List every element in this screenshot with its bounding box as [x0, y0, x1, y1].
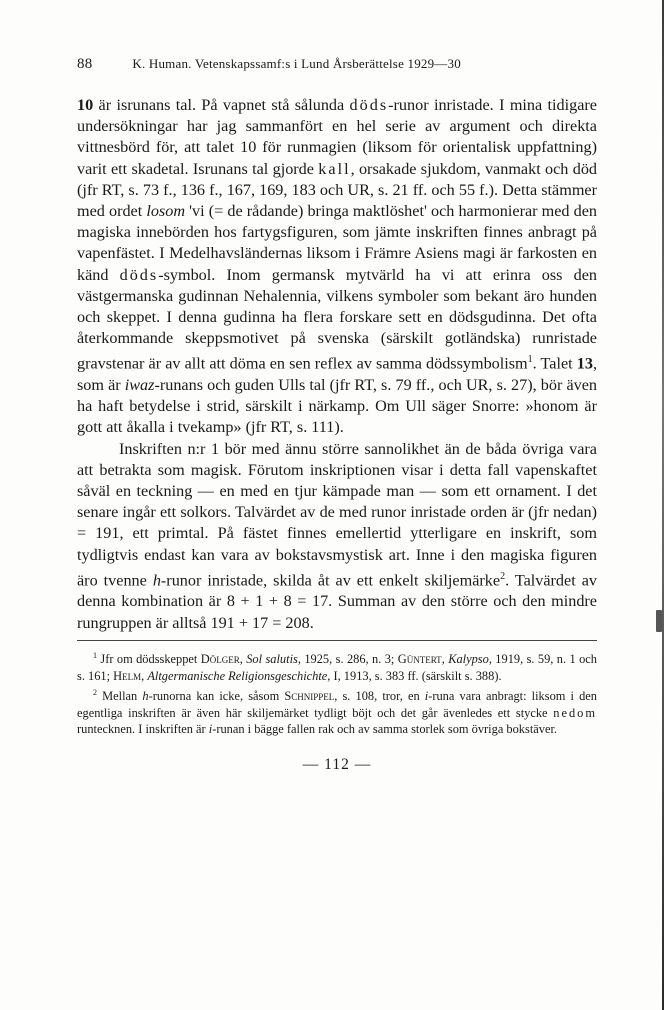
footnote-rule — [77, 640, 597, 641]
document-page — [77, 56, 597, 774]
page-edge-mark — [656, 610, 662, 632]
running-header — [77, 56, 597, 73]
number-13: 13 — [576, 354, 593, 373]
number-10: 10 — [77, 96, 94, 114]
page-footer-marker: — 112 — — [302, 756, 372, 774]
page-number: 88 — [77, 56, 93, 72]
footnote-2: $^2$ Mellan h-runorna kan icke, såsom Schnippel, s. 108, tror, en i-runa vara anbragt: liksom i den egentliga inskriften är även här skiljemärket tydligt böjt och det går ävenledes ett stycke nedom runtecknen. I inskriften är i-runan i bägge fallen rak och av samma storlek som övriga bokstäver. — [77, 687, 597, 737]
footnotes — [77, 648, 597, 738]
paragraph-2: Inskriften n:r 1 bör med ännu större sannolikhet än de båda övriga vara att betrakta som magisk. Förutom inskriptionen visar i detta fall vapenskaftet såväl en teckning — en med en tjur kämpade man — som ett ornament. I det senare ingår ett solkors. Talvärdet av de med runor inristade orden är (jfr nedan) = 191, ett primtal. På fästet finnes emellertid ytterligare en inskrift, som tydligtvis endast kan vara av bokstavsmystisk art. Inne i den magiska figuren äro tvenne h-runor inristade, skilda åt av ett enkelt skiljemärke$^2$. Talvärdet av denna kombination är 8 + 1 + 8 = 17. Summan av den större och den mindre rungruppen är alltså 191 + 17 = 208. — [77, 439, 597, 632]
footnote-ref-1: 1 — [527, 354, 533, 366]
running-title: K. Human. Vetenskapssamf:s i Lund Årsberättelse 1929—30 — [132, 56, 461, 71]
body-text — [77, 95, 597, 634]
footnote-ref-2: 2 — [500, 570, 506, 582]
footnote-1: $^1$ Jfr om dödsskeppet Dölger, Sol salutis, 1925, s. 286, n. 3; Güntert, Kalypso, 1919, s. 59, n. 1 och s. 161; Helm, Altgermanische Religionsgeschichte, I, 1913, s. 383 ff. (särskilt s. 388). — [77, 650, 597, 683]
paragraph-1: 10 är isrunans tal. På vapnet stå sålunda döds-runor inristade. I mina tidigare undersökningar har jag sammanfört en hel serie av argument och direkta vittnesbörd för, att talet 10 för runmagien (liksom för orientalisk uppfattning) varit ett skadetal. Isrunans tal gjorde kall, orsakade sjukdom, vanmakt och död (jfr RT, s. 73 f., 136 f., 167, 169, 183 och UR, s. 21 ff. och 55 f.). Detta stämmer med ordet losom 'vi (= de rådande) bringa maktlöshet' och harmonierar med den magiska innebörden hos fartygsfiguren, som jämte inskriften finnes anbragt på vapenfästet. I Medelhavsländernas liksom i Främre Asiens magi är farkosten en känd döds-symbol. Inom germansk mytvärld ha vi att erinra oss den västgermanska gudinnan Nehalennia, vilkens symboler som bekant äro hunden och skeppet. I denna gudinna ha flera forskare sett en dödsgudinna. Det ofta återkommande skeppsmotivet på svenska (särskilt gotländska) runristade gravstenar är av allt att döma en sen reflex av samma dödssymbolism$^1$. Talet 13, som är iwaz-runans och guden Ulls tal (jfr RT, s. 79 ff., och UR, s. 27), bör även ha haft betydelse i strid, särskilt i närkamp. Om Ull säger Snorre: »honom är gott att åkalla i tvekamp» (jfr RT, s. 111). — [77, 96, 598, 437]
